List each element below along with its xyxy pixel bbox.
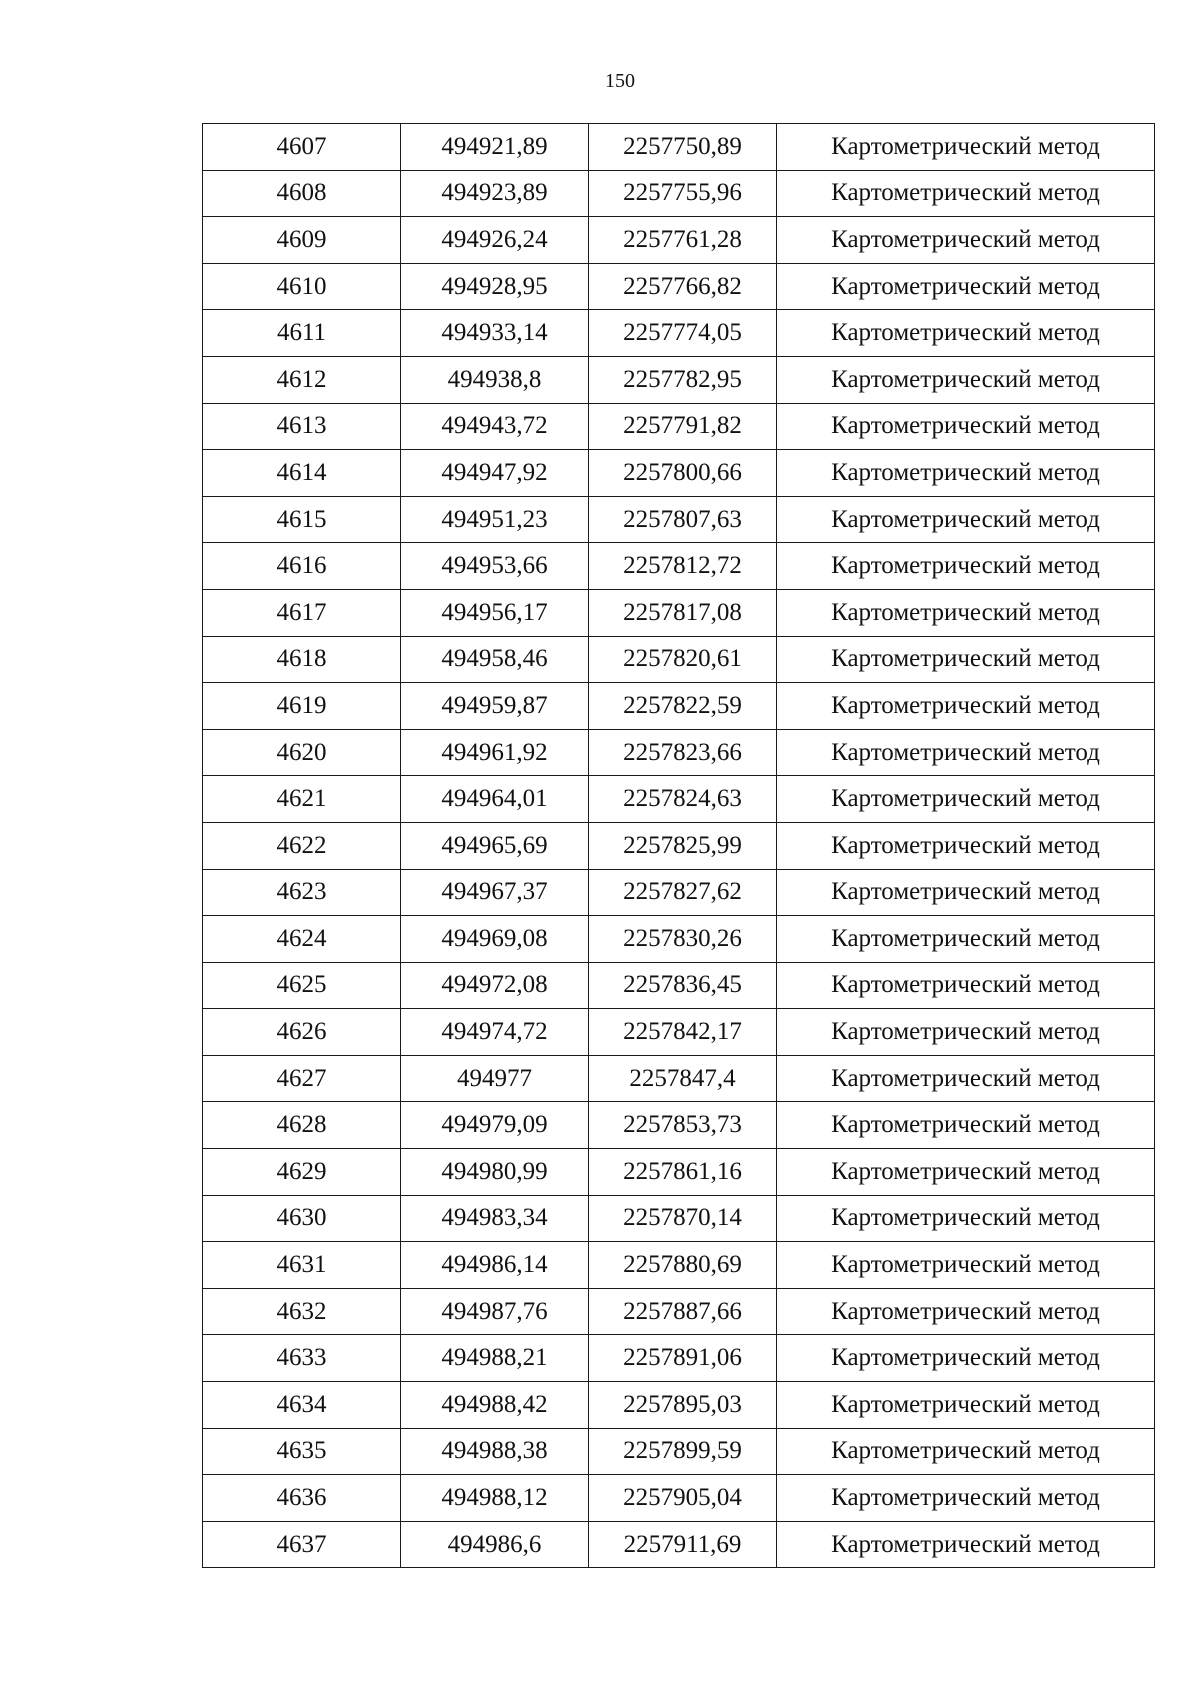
x-coordinate-cell: 494923,89 [401, 170, 589, 217]
table-row [203, 683, 1155, 730]
table-row [203, 962, 1155, 1009]
method-cell: Картометрический метод [777, 1428, 1155, 1475]
table-row [203, 589, 1155, 636]
method-cell: Картометрический метод [777, 1335, 1155, 1382]
point-number-cell: 4629 [203, 1149, 401, 1196]
table-row [203, 1428, 1155, 1475]
y-coordinate-cell: 2257899,59 [589, 1428, 777, 1475]
y-coordinate-cell: 2257800,66 [589, 450, 777, 497]
x-coordinate-cell: 494951,23 [401, 496, 589, 543]
point-number-cell: 4610 [203, 263, 401, 310]
x-coordinate-cell: 494987,76 [401, 1288, 589, 1335]
point-number-cell: 4607 [203, 124, 401, 171]
x-coordinate-cell: 494938,8 [401, 356, 589, 403]
point-number-cell: 4633 [203, 1335, 401, 1382]
point-number-cell: 4635 [203, 1428, 401, 1475]
point-number-cell: 4618 [203, 636, 401, 683]
point-number-cell: 4628 [203, 1102, 401, 1149]
table-row [203, 356, 1155, 403]
point-number-cell: 4613 [203, 403, 401, 450]
table-row [203, 450, 1155, 497]
coordinates-table-body [203, 124, 1155, 1568]
y-coordinate-cell: 2257807,63 [589, 496, 777, 543]
table-row [203, 1475, 1155, 1522]
method-cell: Картометрический метод [777, 729, 1155, 776]
table-row [203, 822, 1155, 869]
table-row [203, 1102, 1155, 1149]
table-row [203, 636, 1155, 683]
y-coordinate-cell: 2257853,73 [589, 1102, 777, 1149]
y-coordinate-cell: 2257895,03 [589, 1382, 777, 1429]
table-row [203, 403, 1155, 450]
method-cell: Картометрический метод [777, 962, 1155, 1009]
point-number-cell: 4626 [203, 1009, 401, 1056]
method-cell: Картометрический метод [777, 1475, 1155, 1522]
y-coordinate-cell: 2257827,62 [589, 869, 777, 916]
method-cell: Картометрический метод [777, 1242, 1155, 1289]
method-cell: Картометрический метод [777, 496, 1155, 543]
y-coordinate-cell: 2257861,16 [589, 1149, 777, 1196]
point-number-cell: 4612 [203, 356, 401, 403]
point-number-cell: 4622 [203, 822, 401, 869]
table-row [203, 170, 1155, 217]
x-coordinate-cell: 494928,95 [401, 263, 589, 310]
y-coordinate-cell: 2257836,45 [589, 962, 777, 1009]
point-number-cell: 4619 [203, 683, 401, 730]
coordinates-table [202, 123, 1155, 1568]
x-coordinate-cell: 494988,38 [401, 1428, 589, 1475]
x-coordinate-cell: 494933,14 [401, 310, 589, 357]
method-cell: Картометрический метод [777, 636, 1155, 683]
table-row [203, 543, 1155, 590]
point-number-cell: 4630 [203, 1195, 401, 1242]
point-number-cell: 4631 [203, 1242, 401, 1289]
table-row [203, 1195, 1155, 1242]
y-coordinate-cell: 2257824,63 [589, 776, 777, 823]
method-cell: Картометрический метод [777, 263, 1155, 310]
x-coordinate-cell: 494943,72 [401, 403, 589, 450]
x-coordinate-cell: 494959,87 [401, 683, 589, 730]
point-number-cell: 4636 [203, 1475, 401, 1522]
y-coordinate-cell: 2257870,14 [589, 1195, 777, 1242]
point-number-cell: 4624 [203, 916, 401, 963]
x-coordinate-cell: 494983,34 [401, 1195, 589, 1242]
point-number-cell: 4617 [203, 589, 401, 636]
table-row [203, 1521, 1155, 1568]
x-coordinate-cell: 494988,42 [401, 1382, 589, 1429]
y-coordinate-cell: 2257750,89 [589, 124, 777, 171]
y-coordinate-cell: 2257847,4 [589, 1055, 777, 1102]
y-coordinate-cell: 2257766,82 [589, 263, 777, 310]
table-row [203, 1335, 1155, 1382]
method-cell: Картометрический метод [777, 1149, 1155, 1196]
y-coordinate-cell: 2257911,69 [589, 1521, 777, 1568]
method-cell: Картометрический метод [777, 170, 1155, 217]
x-coordinate-cell: 494972,08 [401, 962, 589, 1009]
y-coordinate-cell: 2257830,26 [589, 916, 777, 963]
point-number-cell: 4609 [203, 217, 401, 264]
method-cell: Картометрический метод [777, 217, 1155, 264]
table-row [203, 1149, 1155, 1196]
y-coordinate-cell: 2257817,08 [589, 589, 777, 636]
table-row [203, 729, 1155, 776]
table-row [203, 916, 1155, 963]
method-cell: Картометрический метод [777, 543, 1155, 590]
x-coordinate-cell: 494974,72 [401, 1009, 589, 1056]
point-number-cell: 4611 [203, 310, 401, 357]
y-coordinate-cell: 2257825,99 [589, 822, 777, 869]
x-coordinate-cell: 494921,89 [401, 124, 589, 171]
x-coordinate-cell: 494988,12 [401, 1475, 589, 1522]
method-cell: Картометрический метод [777, 776, 1155, 823]
y-coordinate-cell: 2257774,05 [589, 310, 777, 357]
y-coordinate-cell: 2257891,06 [589, 1335, 777, 1382]
y-coordinate-cell: 2257761,28 [589, 217, 777, 264]
x-coordinate-cell: 494926,24 [401, 217, 589, 264]
method-cell: Картометрический метод [777, 589, 1155, 636]
point-number-cell: 4625 [203, 962, 401, 1009]
x-coordinate-cell: 494958,46 [401, 636, 589, 683]
x-coordinate-cell: 494979,09 [401, 1102, 589, 1149]
x-coordinate-cell: 494961,92 [401, 729, 589, 776]
y-coordinate-cell: 2257905,04 [589, 1475, 777, 1522]
y-coordinate-cell: 2257791,82 [589, 403, 777, 450]
method-cell: Картометрический метод [777, 869, 1155, 916]
method-cell: Картометрический метод [777, 1288, 1155, 1335]
x-coordinate-cell: 494986,6 [401, 1521, 589, 1568]
point-number-cell: 4614 [203, 450, 401, 497]
table-row [203, 1055, 1155, 1102]
table-row [203, 776, 1155, 823]
y-coordinate-cell: 2257755,96 [589, 170, 777, 217]
method-cell: Картометрический метод [777, 1009, 1155, 1056]
method-cell: Картометрический метод [777, 916, 1155, 963]
point-number-cell: 4615 [203, 496, 401, 543]
point-number-cell: 4608 [203, 170, 401, 217]
method-cell: Картометрический метод [777, 403, 1155, 450]
table-row [203, 263, 1155, 310]
table-row [203, 310, 1155, 357]
y-coordinate-cell: 2257812,72 [589, 543, 777, 590]
method-cell: Картометрический метод [777, 1102, 1155, 1149]
point-number-cell: 4632 [203, 1288, 401, 1335]
method-cell: Картометрический метод [777, 683, 1155, 730]
table-row [203, 1382, 1155, 1429]
x-coordinate-cell: 494947,92 [401, 450, 589, 497]
x-coordinate-cell: 494965,69 [401, 822, 589, 869]
method-cell: Картометрический метод [777, 822, 1155, 869]
table-row [203, 1242, 1155, 1289]
x-coordinate-cell: 494977 [401, 1055, 589, 1102]
point-number-cell: 4621 [203, 776, 401, 823]
x-coordinate-cell: 494953,66 [401, 543, 589, 590]
point-number-cell: 4620 [203, 729, 401, 776]
y-coordinate-cell: 2257820,61 [589, 636, 777, 683]
x-coordinate-cell: 494956,17 [401, 589, 589, 636]
method-cell: Картометрический метод [777, 1055, 1155, 1102]
y-coordinate-cell: 2257823,66 [589, 729, 777, 776]
page-number: 150 [605, 70, 635, 92]
method-cell: Картометрический метод [777, 1521, 1155, 1568]
y-coordinate-cell: 2257887,66 [589, 1288, 777, 1335]
x-coordinate-cell: 494967,37 [401, 869, 589, 916]
method-cell: Картометрический метод [777, 1195, 1155, 1242]
x-coordinate-cell: 494980,99 [401, 1149, 589, 1196]
point-number-cell: 4634 [203, 1382, 401, 1429]
y-coordinate-cell: 2257880,69 [589, 1242, 777, 1289]
y-coordinate-cell: 2257782,95 [589, 356, 777, 403]
point-number-cell: 4616 [203, 543, 401, 590]
x-coordinate-cell: 494964,01 [401, 776, 589, 823]
point-number-cell: 4623 [203, 869, 401, 916]
method-cell: Картометрический метод [777, 124, 1155, 171]
point-number-cell: 4637 [203, 1521, 401, 1568]
method-cell: Картометрический метод [777, 356, 1155, 403]
point-number-cell: 4627 [203, 1055, 401, 1102]
table-row [203, 869, 1155, 916]
table-row [203, 496, 1155, 543]
x-coordinate-cell: 494988,21 [401, 1335, 589, 1382]
method-cell: Картометрический метод [777, 450, 1155, 497]
y-coordinate-cell: 2257842,17 [589, 1009, 777, 1056]
table-row [203, 1009, 1155, 1056]
table-row [203, 217, 1155, 264]
x-coordinate-cell: 494969,08 [401, 916, 589, 963]
y-coordinate-cell: 2257822,59 [589, 683, 777, 730]
x-coordinate-cell: 494986,14 [401, 1242, 589, 1289]
method-cell: Картометрический метод [777, 1382, 1155, 1429]
table-row [203, 124, 1155, 171]
method-cell: Картометрический метод [777, 310, 1155, 357]
table-row [203, 1288, 1155, 1335]
